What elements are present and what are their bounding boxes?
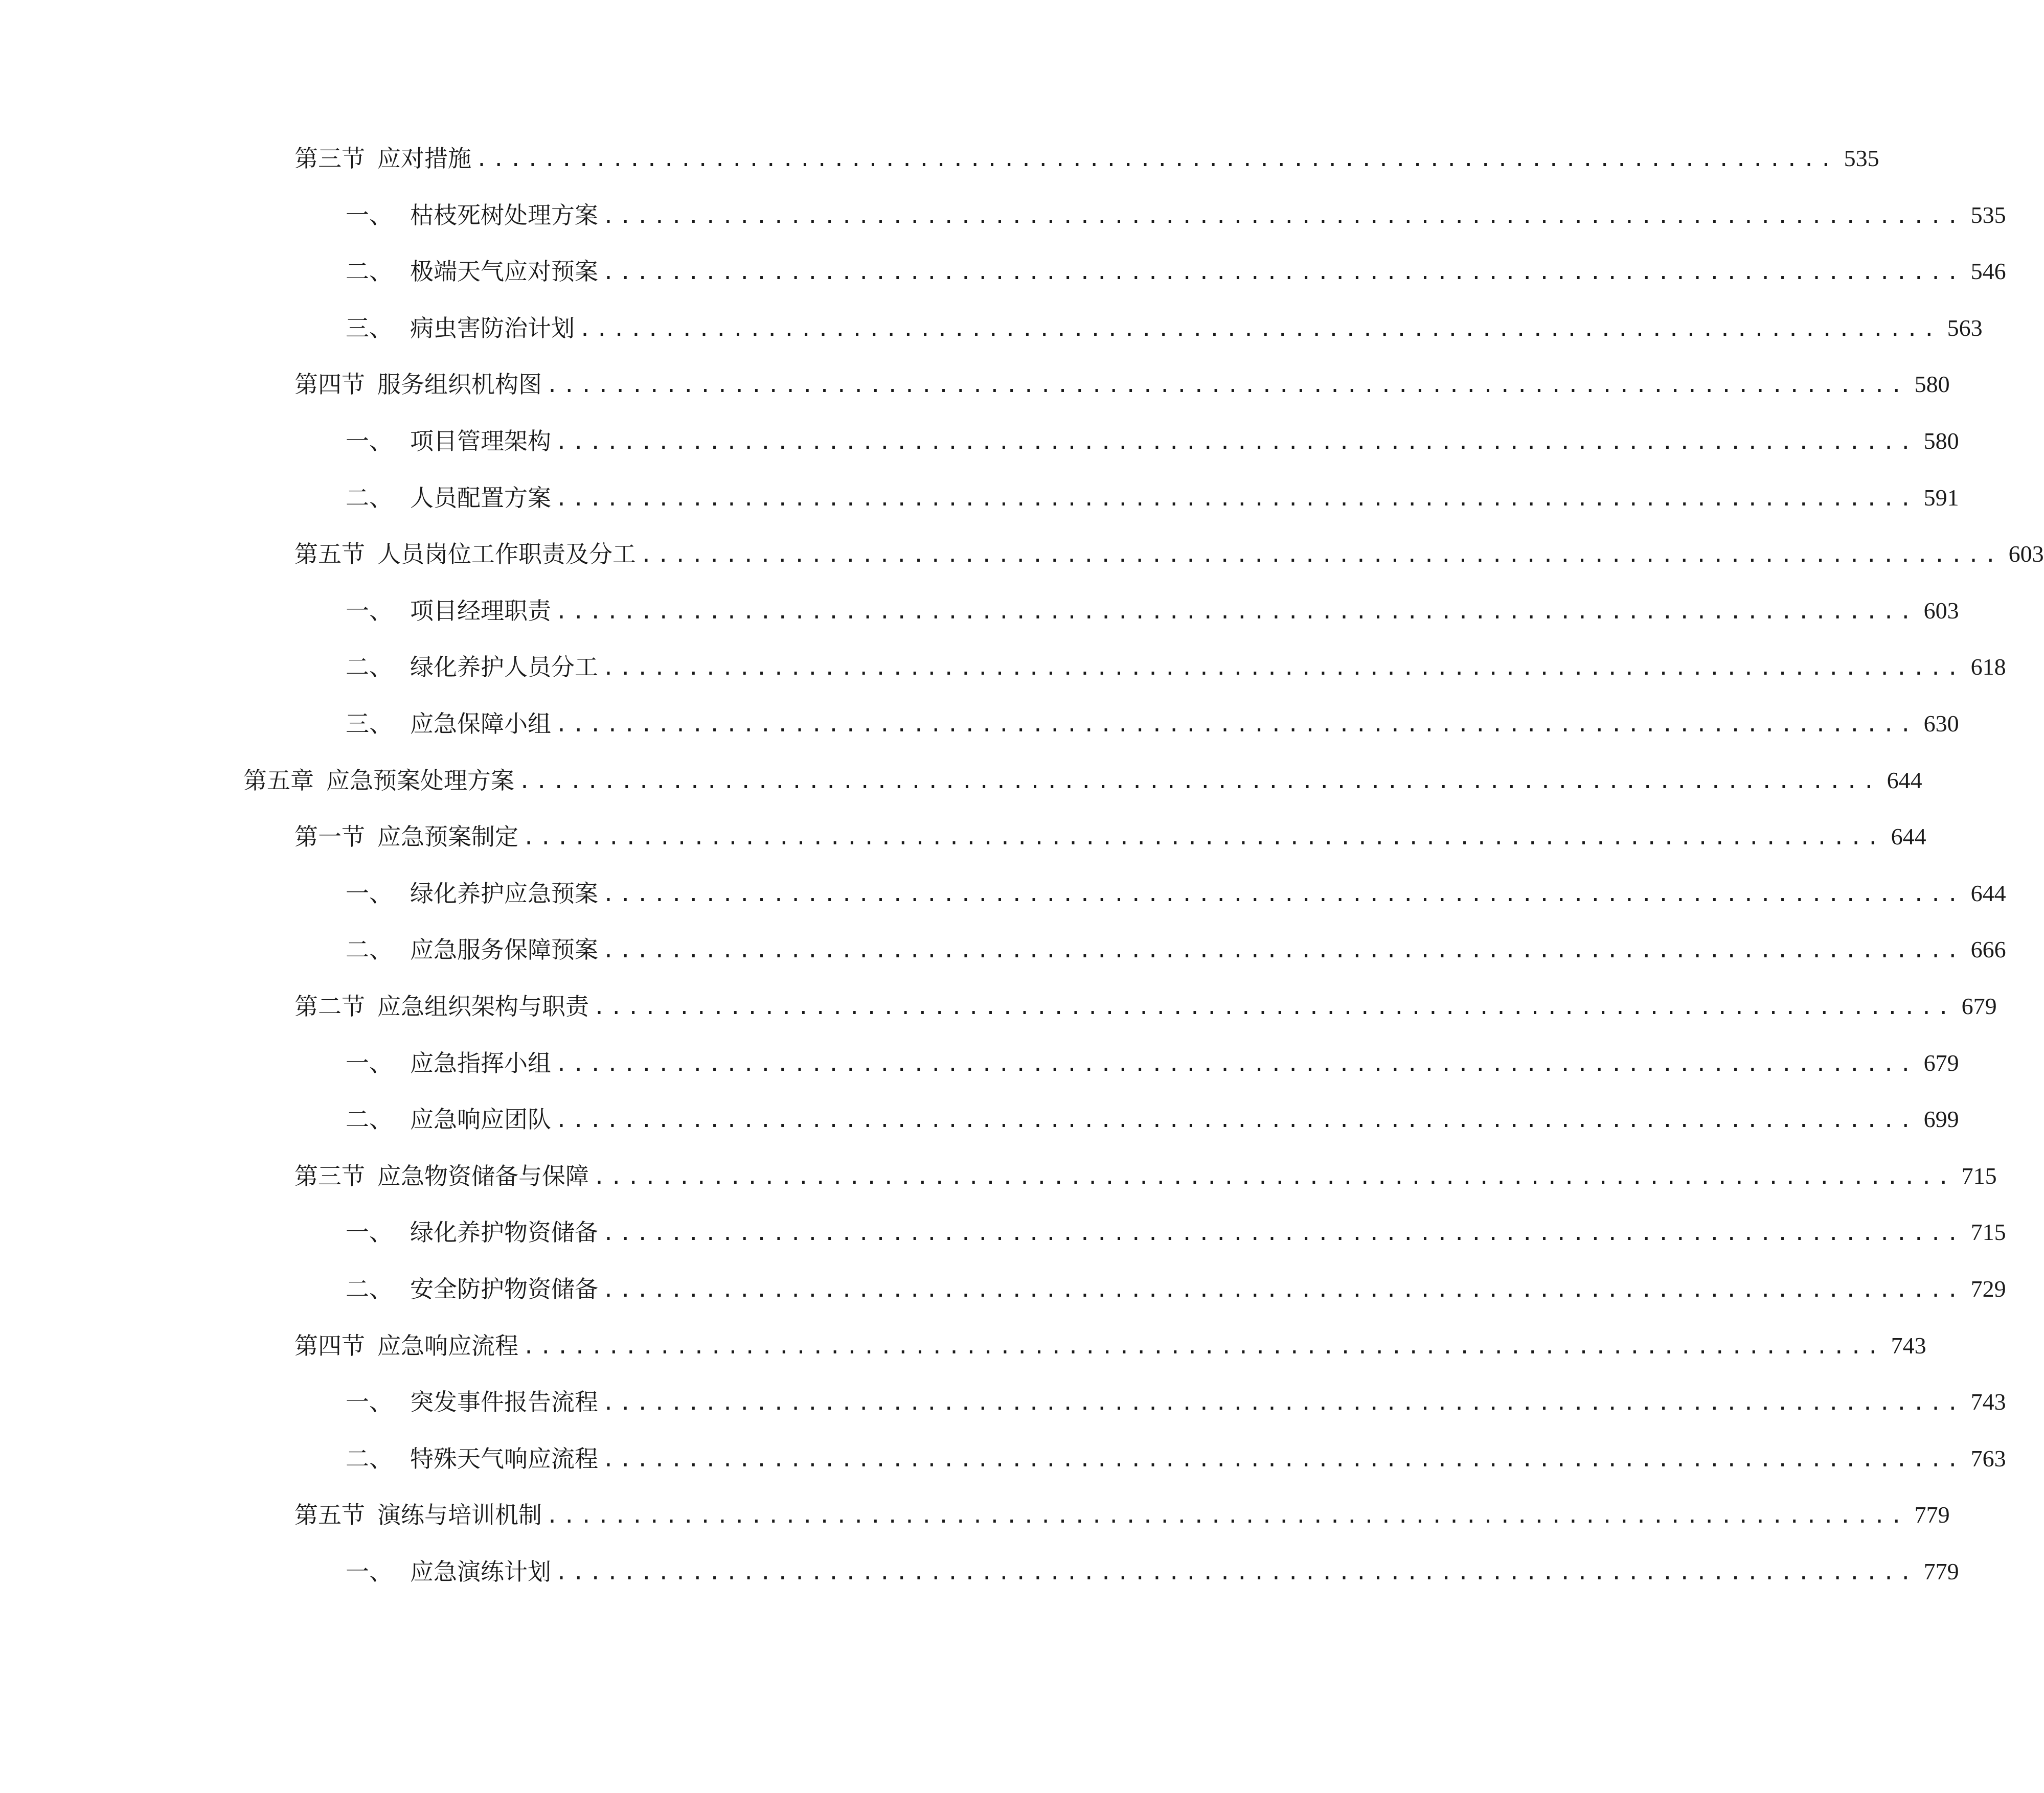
dot-leader: ................................................................................ bbox=[602, 1222, 1964, 1245]
dot-leader: ................................................................................ bbox=[602, 204, 1964, 228]
toc-entry-item[interactable] bbox=[346, 873, 2006, 914]
toc-entry-item[interactable] bbox=[346, 1269, 2006, 1309]
toc-entry-section[interactable] bbox=[294, 816, 1926, 857]
toc-entry-label bbox=[346, 873, 598, 914]
toc-entry-title: 突发事件报告流程 bbox=[410, 1388, 598, 1416]
toc-entry-item[interactable] bbox=[346, 929, 2006, 970]
toc-entry-page-number: 779 bbox=[1914, 1502, 1950, 1528]
toc-entry-label bbox=[346, 1099, 551, 1140]
toc-entry-page-number: 618 bbox=[1970, 654, 2006, 680]
toc-entry-page-number: 699 bbox=[1923, 1106, 1959, 1132]
toc-entry-label bbox=[294, 364, 542, 405]
toc-entry-title: 绿化养护物资储备 bbox=[410, 1219, 598, 1246]
toc-entry-title: 应急服务保障预案 bbox=[410, 936, 598, 963]
dot-leader: ................................................................................ bbox=[546, 1504, 1907, 1528]
toc-entry-title: 项目经理职责 bbox=[410, 597, 551, 625]
toc-entry-number: 一、 bbox=[346, 427, 393, 455]
toc-entry-title: 应急保障小组 bbox=[410, 710, 551, 738]
toc-entry-title: 应急预案制定 bbox=[377, 823, 518, 850]
toc-entry-item[interactable] bbox=[346, 477, 1959, 518]
toc-entry-label bbox=[346, 1551, 551, 1592]
toc-entry-page-number: 743 bbox=[1970, 1389, 2006, 1415]
toc-entry-title: 绿化养护人员分工 bbox=[410, 653, 598, 681]
toc-entry-title: 应急响应团队 bbox=[410, 1106, 551, 1133]
toc-entry-page-number: 580 bbox=[1914, 371, 1950, 397]
toc-entry-page-number: 715 bbox=[1961, 1163, 1997, 1189]
toc-entry-page-number: 630 bbox=[1923, 710, 1959, 737]
dot-leader: ................................................................................ bbox=[555, 487, 1917, 511]
toc-entry-title: 应急响应流程 bbox=[377, 1332, 518, 1360]
toc-entry-label bbox=[346, 1212, 598, 1253]
toc-entry-number: 二、 bbox=[346, 484, 393, 512]
toc-entry-title: 枯枝死树处理方案 bbox=[410, 201, 598, 229]
toc-entry-section[interactable] bbox=[294, 986, 1997, 1027]
toc-entry-title: 安全防护物资储备 bbox=[410, 1275, 598, 1303]
toc-entry-page-number: 715 bbox=[1970, 1219, 2006, 1245]
toc-entry-section[interactable] bbox=[294, 1325, 1926, 1366]
toc-entry-title: 应急物资储备与保障 bbox=[377, 1162, 589, 1190]
dot-leader: ................................................................................ bbox=[555, 600, 1917, 624]
toc-entry-title: 应急预案处理方案 bbox=[326, 767, 514, 794]
toc-entry-label bbox=[346, 590, 551, 631]
toc-entry-label bbox=[294, 1156, 589, 1197]
toc-entry-item[interactable] bbox=[346, 703, 1959, 744]
toc-entry-title: 应急指挥小组 bbox=[410, 1049, 551, 1077]
toc-entry-number: 一、 bbox=[346, 880, 393, 907]
toc-entry-item[interactable] bbox=[346, 1099, 1959, 1140]
toc-entry-number: 二、 bbox=[346, 936, 393, 963]
dot-leader: ................................................................................ bbox=[475, 148, 1837, 171]
toc-entry-item[interactable] bbox=[346, 1382, 2006, 1422]
toc-entry-page-number: 644 bbox=[1970, 880, 2006, 906]
dot-leader: ................................................................................ bbox=[555, 1109, 1917, 1132]
toc-entry-page-number: 666 bbox=[1970, 936, 2006, 962]
toc-entry-page-number: 644 bbox=[1887, 767, 1922, 793]
toc-entry-page-number: 679 bbox=[1923, 1050, 1959, 1076]
dot-leader: ................................................................................ bbox=[555, 1052, 1917, 1076]
toc-entry-page-number: 763 bbox=[1970, 1445, 2006, 1472]
toc-entry-page-number: 779 bbox=[1923, 1558, 1959, 1584]
toc-entry-number: 一、 bbox=[346, 1049, 393, 1077]
toc-entry-number: 一、 bbox=[346, 1219, 393, 1246]
toc-entry-number: 二、 bbox=[346, 1275, 393, 1303]
toc-entry-label bbox=[294, 1495, 542, 1535]
toc-entry-number: 一、 bbox=[346, 1558, 393, 1585]
toc-entry-page-number: 644 bbox=[1891, 823, 1926, 849]
toc-entry-page-number: 535 bbox=[1844, 145, 1879, 171]
toc-entry-item[interactable] bbox=[346, 1043, 1959, 1084]
toc-entry-item[interactable] bbox=[346, 1438, 2006, 1479]
toc-entry-section[interactable] bbox=[294, 534, 2044, 574]
toc-entry-number: 第四节 bbox=[294, 1332, 365, 1360]
toc-entry-chapter[interactable] bbox=[243, 760, 1922, 801]
toc-entry-number: 一、 bbox=[346, 597, 393, 625]
toc-entry-item[interactable] bbox=[346, 251, 2006, 292]
toc-entry-label bbox=[346, 703, 551, 744]
toc-entry-title: 特殊天气响应流程 bbox=[410, 1445, 598, 1473]
toc-entry-section[interactable] bbox=[294, 1156, 1997, 1197]
toc-entry-number: 二、 bbox=[346, 1445, 393, 1473]
toc-entry-title: 服务组织机构图 bbox=[377, 371, 542, 398]
toc-entry-number: 第一节 bbox=[294, 823, 365, 850]
toc-entry-title: 应急演练计划 bbox=[410, 1558, 551, 1585]
toc-entry-label bbox=[346, 308, 575, 349]
dot-leader: ................................................................................ bbox=[555, 430, 1917, 454]
toc-entry-number: 第三节 bbox=[294, 1162, 365, 1190]
toc-entry-number: 一、 bbox=[346, 201, 393, 229]
toc-entry-label bbox=[346, 421, 551, 462]
toc-entry-page-number: 591 bbox=[1923, 485, 1959, 511]
toc-entry-title: 项目管理架构 bbox=[410, 427, 551, 455]
dot-leader: ................................................................................ bbox=[640, 543, 2002, 567]
toc-entry-item[interactable] bbox=[346, 308, 1983, 349]
toc-entry-label bbox=[346, 1382, 598, 1422]
toc-entry-item[interactable] bbox=[346, 590, 1959, 631]
dot-leader: ................................................................................ bbox=[602, 261, 1964, 284]
toc-entry-page-number: 603 bbox=[2008, 541, 2044, 567]
dot-leader: ................................................................................ bbox=[593, 1165, 1955, 1189]
dot-leader: ................................................................................ bbox=[555, 713, 1917, 737]
dot-leader: ................................................................................ bbox=[602, 939, 1964, 962]
toc-entry-title: 人员配置方案 bbox=[410, 484, 551, 512]
toc-entry-page-number: 546 bbox=[1970, 258, 2006, 284]
toc-entry-title: 极端天气应对预案 bbox=[410, 258, 598, 285]
toc-entry-page-number: 563 bbox=[1947, 315, 1983, 341]
toc-entry-section[interactable] bbox=[294, 1495, 1950, 1535]
toc-entry-number: 二、 bbox=[346, 1106, 393, 1133]
toc-entry-number: 第三节 bbox=[294, 145, 365, 172]
dot-leader: ................................................................................ bbox=[523, 826, 1884, 849]
toc-entry-item[interactable] bbox=[346, 647, 2006, 687]
toc-entry-label bbox=[346, 477, 551, 518]
toc-entry-title: 绿化养护应急预案 bbox=[410, 880, 598, 907]
toc-entry-number: 二、 bbox=[346, 653, 393, 681]
dot-leader: ................................................................................ bbox=[579, 317, 1940, 341]
toc-entry-number: 第五节 bbox=[294, 1501, 365, 1529]
toc-entry-title: 病虫害防治计划 bbox=[410, 314, 575, 342]
dot-leader: ................................................................................ bbox=[546, 374, 1907, 397]
toc-entry-label bbox=[294, 986, 589, 1027]
dot-leader: ................................................................................ bbox=[602, 1448, 1964, 1472]
toc-entry-label bbox=[346, 1269, 598, 1309]
toc-entry-label bbox=[243, 760, 514, 801]
toc-entry-number: 二、 bbox=[346, 258, 393, 285]
toc-entry-number: 第二节 bbox=[294, 993, 365, 1020]
dot-leader: ................................................................................ bbox=[602, 656, 1964, 680]
toc-entry-label bbox=[294, 816, 518, 857]
toc-entry-title: 应对措施 bbox=[377, 145, 471, 172]
toc-entry-page-number: 729 bbox=[1970, 1276, 2006, 1302]
toc-entry-page-number: 535 bbox=[1970, 202, 2006, 228]
toc-entry-number: 第五章 bbox=[243, 767, 314, 794]
dot-leader: ................................................................................ bbox=[602, 1278, 1964, 1302]
toc-entry-page-number: 580 bbox=[1923, 428, 1959, 454]
dot-leader: ................................................................................ bbox=[593, 996, 1955, 1019]
dot-leader: ................................................................................ bbox=[518, 770, 1880, 793]
dot-leader: ................................................................................ bbox=[555, 1561, 1917, 1584]
toc-entry-item[interactable] bbox=[346, 195, 2006, 236]
toc-entry-number: 三、 bbox=[346, 314, 393, 342]
toc-entry-item[interactable] bbox=[346, 1551, 1959, 1592]
toc-entry-label bbox=[346, 1438, 598, 1479]
toc-entry-number: 第五节 bbox=[294, 540, 365, 568]
toc-entry-section[interactable] bbox=[294, 364, 1950, 405]
toc-entry-page-number: 679 bbox=[1961, 993, 1997, 1019]
toc-entry-page-number: 603 bbox=[1923, 597, 1959, 624]
toc-entry-title: 应急组织架构与职责 bbox=[377, 993, 589, 1020]
toc-entry-label bbox=[294, 1325, 518, 1366]
toc-entry-item[interactable] bbox=[346, 421, 1959, 462]
toc-entry-number: 第四节 bbox=[294, 371, 365, 398]
toc-entry-label bbox=[346, 251, 598, 292]
dot-leader: ................................................................................ bbox=[602, 883, 1964, 906]
toc-entry-page-number: 743 bbox=[1891, 1332, 1926, 1359]
toc-entry-label bbox=[346, 1043, 551, 1084]
toc-entry-number: 一、 bbox=[346, 1388, 393, 1416]
toc-entry-label bbox=[294, 138, 471, 179]
toc-entry-label bbox=[294, 534, 636, 574]
toc-entry-number: 三、 bbox=[346, 710, 393, 738]
dot-leader: ................................................................................ bbox=[602, 1391, 1964, 1415]
toc-entry-label bbox=[346, 195, 598, 236]
toc-entry-title: 人员岗位工作职责及分工 bbox=[377, 540, 636, 568]
toc-entry-item[interactable] bbox=[346, 1212, 2006, 1253]
dot-leader: ................................................................................ bbox=[523, 1335, 1884, 1359]
toc-entry-section[interactable] bbox=[294, 138, 1879, 179]
toc-entry-label bbox=[346, 929, 598, 970]
toc-entry-title: 演练与培训机制 bbox=[377, 1501, 542, 1529]
toc-entry-label bbox=[346, 647, 598, 687]
